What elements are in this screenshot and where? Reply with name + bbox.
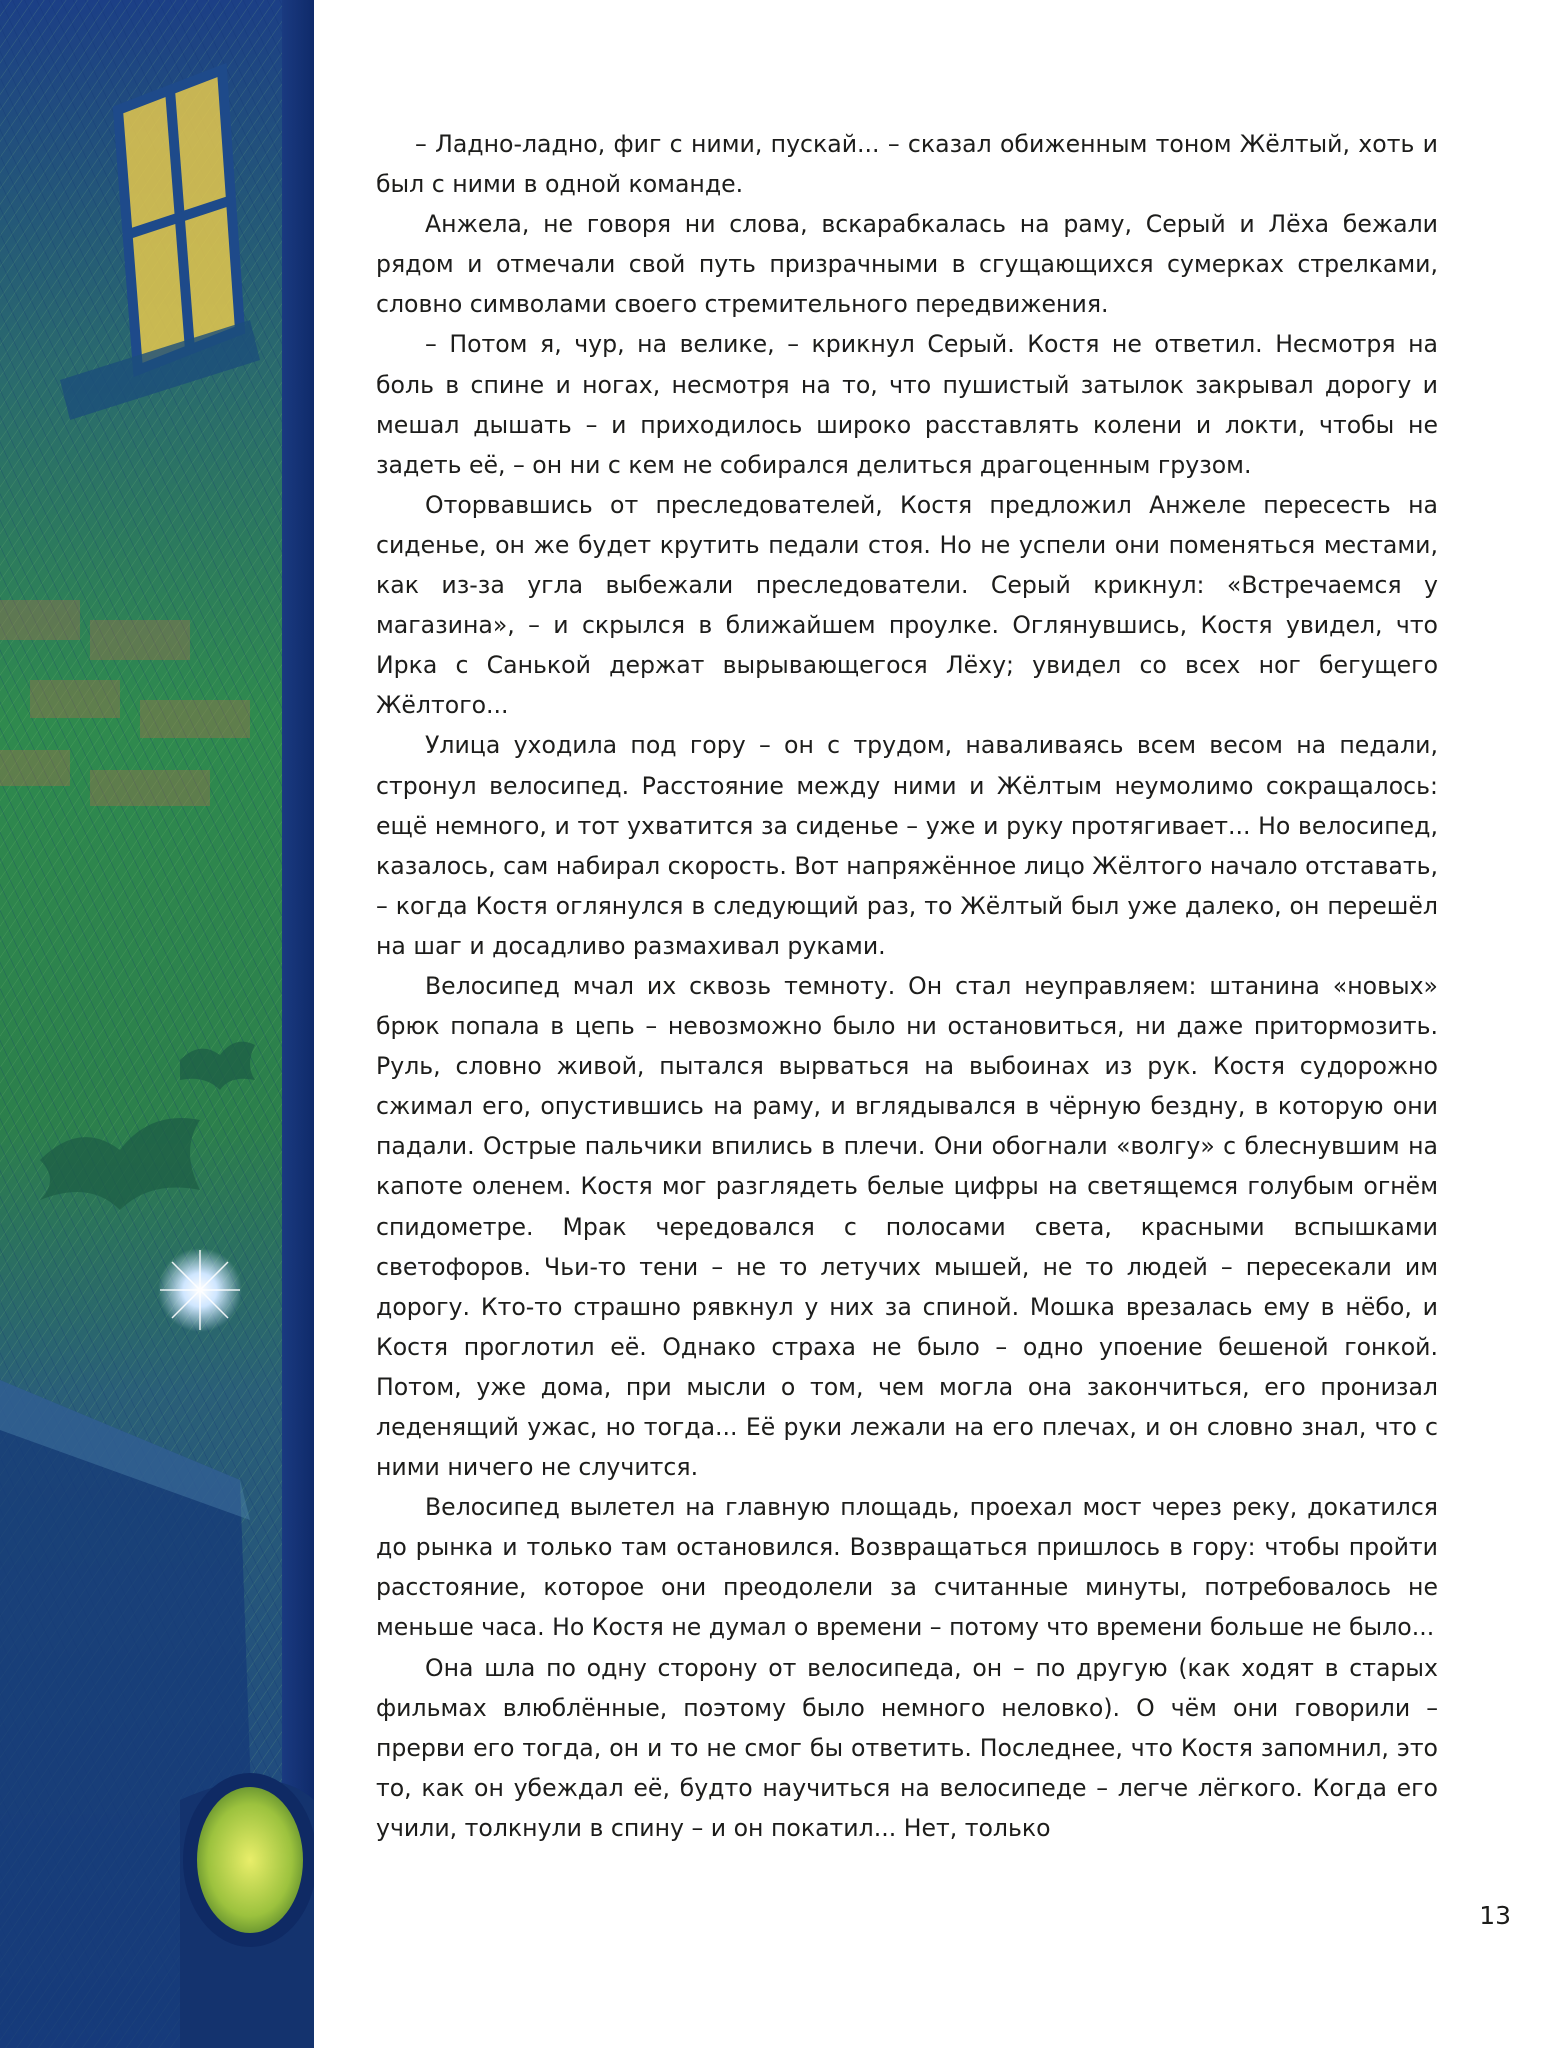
paragraph: – Ладно-ладно, фиг с ними, пускай... – сказал обиженным тоном Жёлтый, хоть и был с ними в одной команде.	[376, 130, 1438, 199]
side-illustration	[0, 0, 314, 2048]
paragraph: Анжела, не говоря ни слова, вскарабкалась на раму, Серый и Лёха бежали рядом и отмечали свой путь призрачными в сгущающихся сумерках стрелками, словно символами своего стремительного передвижения.	[376, 210, 1438, 319]
story-text	[376, 124, 1438, 1848]
paragraph: – Потом я, чур, на велике, – крикнул Серый. Костя не ответил. Несмотря на боль в спине и ногах, несмотря на то, что пушистый затылок закрывал дорогу и мешал дышать – и приходилось широко расставлять колени и локти, чтобы не задеть её, – он ни с кем не собирался делиться драгоценным грузом.	[376, 330, 1438, 479]
paragraph: Оторвавшись от преследователей, Костя предложил Анжеле пересесть на сиденье, он же будет крутить педали стоя. Но не успели они поменяться местами, как из-за угла выбежали преследователи. Серый крикнул: «Встречаемся у магазина», – и скрылся в ближайшем проулке. Оглянувшись, Костя увидел, что Ирка с Санькой держат вырывающегося Лёху; увидел со всех ног бегущего Жёлтого...	[376, 490, 1438, 720]
paragraph: Улица уходила под гору – он с трудом, наваливаясь всем весом на педали, стронул велосипед. Расстояние между ними и Жёлтым неумолимо сокращалось: ещё немного, и тот ухватится за сиденье – уже и руку протягивает... Но велосипед, казалось, сам набирал скорость. Вот напряжённое лицо Жёлтого начало отставать, – когда Костя оглянулся в следующий раз, то Жёлтый был уже далеко, он перешёл на шаг и досадливо размахивал руками.	[376, 731, 1438, 960]
street-lamp	[180, 1780, 314, 2048]
paragraph: Она шла по одну сторону от велосипеда, он – по другую (как ходят в старых фильмах влюблённые, поэтому было немного неловко). О чём они говорили – прерви его тогда, он и то не смог бы ответить. Последнее, что Костя запомнил, это то, как он убеждал её, будто научиться на велосипеде – легче лёгкого. Когда его учили, толкнули в спину – и он покатил... Нет, только	[376, 1653, 1438, 1842]
page-number: 13	[1479, 1901, 1511, 1930]
paragraph: Велосипед мчал их сквозь темноту. Он стал неуправляем: штанина «новых» брюк попала в цепь – невозможно было ни остановиться, ни даже притормозить. Руль, словно живой, пытался вырваться на выбоинах из рук. Костя судорожно сжимал его, опустившись на раму, и вглядывался в чёрную бездну, в которую они падали. Острые пальчики впились в плечи. Они обогнали «волгу» с блеснувшим на капоте оленем. Костя мог разглядеть белые цифры на светящемся голубым огнём спидометре. Мрак чередовался с полосами света, красными вспышками светофоров. Чьи-то тени – не то летучих мышей, не то людей – пересекали им дорогу. Кто-то страшно рявкнул у них за спиной. Мошка врезалась ему в нёбо, и Костя проглотил её. Однако страха не было – одно упоение бешеной гонкой. Потом, уже дома, при мысли о том, чем могла она закончиться, его пронизал леденящий ужас, но тогда... Её руки лежали на его плечах, и он словно знал, что с ними ничего не случится.	[376, 971, 1438, 1482]
night-street-illustration	[0, 0, 314, 2048]
paragraph: Велосипед вылетел на главную площадь, проехал мост через реку, докатился до рынка и только там остановился. Возвращаться пришлось в гору: чтобы пройти расстояние, которое они преодолели за считанные минуты, потребовалось не меньше часа. Но Костя не думал о времени – потому что времени больше не было...	[376, 1493, 1438, 1642]
